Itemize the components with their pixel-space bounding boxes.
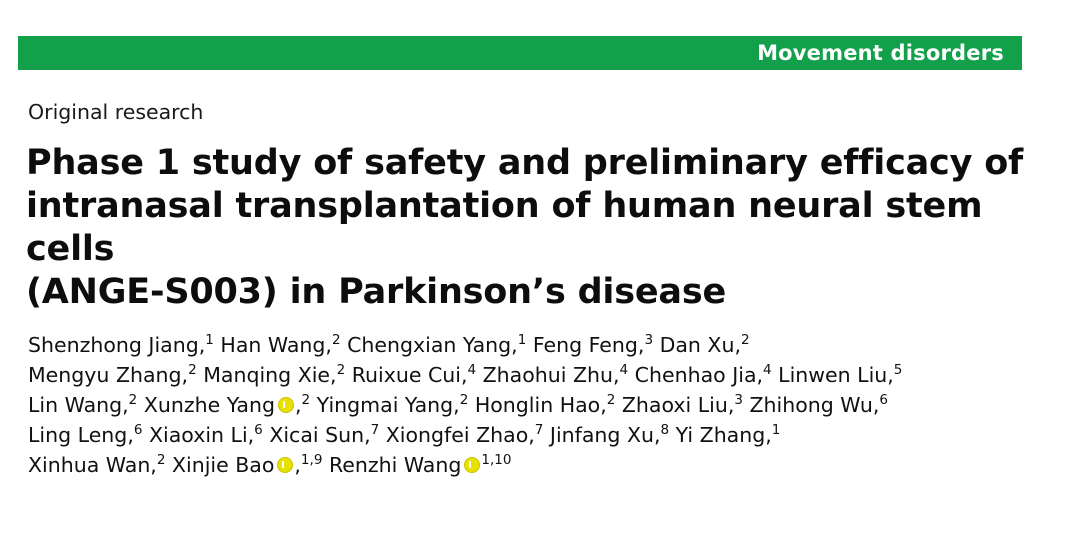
author-entry[interactable] [269, 423, 379, 447]
author-name: Honglin Hao, [474, 393, 607, 417]
affiliation-marker: 1 [205, 332, 214, 349]
author-entry[interactable] [386, 423, 544, 447]
author-name: Manqing Xie, [203, 363, 337, 387]
title-line: intranasal transplantation of human neural stem cells [26, 186, 983, 269]
author-name: Dan Xu, [659, 333, 741, 357]
author-entry[interactable] [203, 363, 345, 387]
author-entry[interactable] [533, 333, 653, 357]
author-line [28, 450, 1058, 480]
affiliation-marker: 2 [741, 332, 750, 349]
affiliation-marker: 7 [370, 422, 380, 439]
affiliation-marker: 4 [763, 362, 772, 379]
author-name: Yi Zhang, [675, 423, 772, 447]
affiliation-marker: 3 [734, 392, 743, 409]
affiliation-marker: 6 [879, 392, 888, 409]
author-name: Mengyu Zhang, [28, 363, 189, 387]
page-title [26, 142, 1036, 314]
author-name: Zhaoxi Liu, [621, 393, 735, 417]
author-line [28, 360, 1058, 390]
author-entry[interactable] [347, 333, 526, 357]
author-name: Xiongfei Zhao, [385, 423, 535, 447]
affiliation-marker: 2 [188, 362, 197, 379]
affiliation-marker: 7 [534, 422, 544, 439]
author-name: Han Wang, [220, 333, 332, 357]
author-entry[interactable] [28, 453, 165, 477]
author-name: Chengxian Yang, [347, 333, 518, 357]
author-entry[interactable] [28, 363, 197, 387]
section-label: Movement disorders [757, 41, 1004, 65]
section-banner [18, 36, 1022, 70]
title-line: Phase 1 study of safety and preliminary efficacy of [26, 143, 1024, 183]
author-entry[interactable] [28, 423, 142, 447]
affiliation-marker: 2 [301, 392, 311, 409]
author-name: Feng Feng, [532, 333, 645, 357]
author-entry[interactable] [750, 393, 888, 417]
affiliation-marker: 2 [331, 332, 341, 349]
author-line [28, 390, 1058, 420]
author-name: Chenhao Jia, [634, 363, 764, 387]
author-name: Jinfang Xu, [549, 423, 661, 447]
author-name: Ruixue Cui, [351, 363, 468, 387]
affiliation-marker: 2 [128, 392, 138, 409]
affiliation-marker: 3 [644, 332, 654, 349]
author-comma: , [294, 453, 301, 477]
affiliation-marker: 4 [619, 362, 629, 379]
author-line [28, 420, 1058, 450]
affiliation-marker: 1,9 [300, 452, 323, 469]
affiliation-marker: 8 [660, 422, 670, 439]
affiliation-marker: 1 [771, 422, 781, 439]
author-entry[interactable] [28, 333, 214, 357]
affiliation-marker: 1 [517, 332, 527, 349]
article-type: Original research [28, 100, 204, 124]
author-list [28, 330, 1058, 480]
affiliation-marker: 4 [467, 362, 477, 379]
affiliation-marker: 2 [156, 452, 166, 469]
author-name: Xinjie Bao [171, 453, 275, 477]
author-name: Lin Wang, [28, 393, 129, 417]
author-name: Renzhi Wang [328, 453, 462, 477]
author-name: Ling Leng, [28, 423, 134, 447]
author-name: Xunzhe Yang [143, 393, 275, 417]
author-name: Yingmai Yang, [316, 393, 460, 417]
author-entry[interactable] [483, 363, 629, 387]
author-entry[interactable] [622, 393, 743, 417]
affiliation-marker: 6 [254, 422, 263, 439]
author-line [28, 330, 1058, 360]
author-entry[interactable] [329, 453, 512, 477]
author-entry[interactable] [144, 393, 310, 417]
orcid-icon[interactable] [464, 457, 480, 473]
affiliation-marker: 2 [459, 392, 469, 409]
author-name: Linwen Liu, [778, 363, 894, 387]
author-entry[interactable] [28, 393, 137, 417]
author-entry[interactable] [550, 423, 669, 447]
author-name: Zhihong Wu, [749, 393, 880, 417]
author-name: Xicai Sun, [269, 423, 371, 447]
author-entry[interactable] [317, 393, 469, 417]
title-line: (ANGE-S003) in Parkinson’s disease [26, 272, 726, 312]
author-name: Xiaoxin Li, [148, 423, 255, 447]
author-entry[interactable] [220, 333, 340, 357]
author-entry[interactable] [660, 333, 750, 357]
author-entry[interactable] [475, 393, 616, 417]
orcid-icon[interactable] [278, 397, 294, 413]
author-name: Xinhua Wan, [28, 453, 157, 477]
author-entry[interactable] [352, 363, 476, 387]
author-comma: , [295, 393, 302, 417]
author-entry[interactable] [172, 453, 322, 477]
author-name: Zhaohui Zhu, [482, 363, 620, 387]
orcid-icon[interactable] [277, 457, 293, 473]
affiliation-marker: 2 [336, 362, 346, 379]
affiliation-marker: 6 [133, 422, 143, 439]
affiliation-marker: 1,10 [481, 452, 512, 469]
author-name: Shenzhong Jiang, [28, 333, 206, 357]
affiliation-marker: 2 [606, 392, 616, 409]
author-entry[interactable] [676, 423, 781, 447]
affiliation-marker: 5 [893, 362, 903, 379]
author-entry[interactable] [778, 363, 902, 387]
author-entry[interactable] [635, 363, 772, 387]
author-entry[interactable] [149, 423, 263, 447]
